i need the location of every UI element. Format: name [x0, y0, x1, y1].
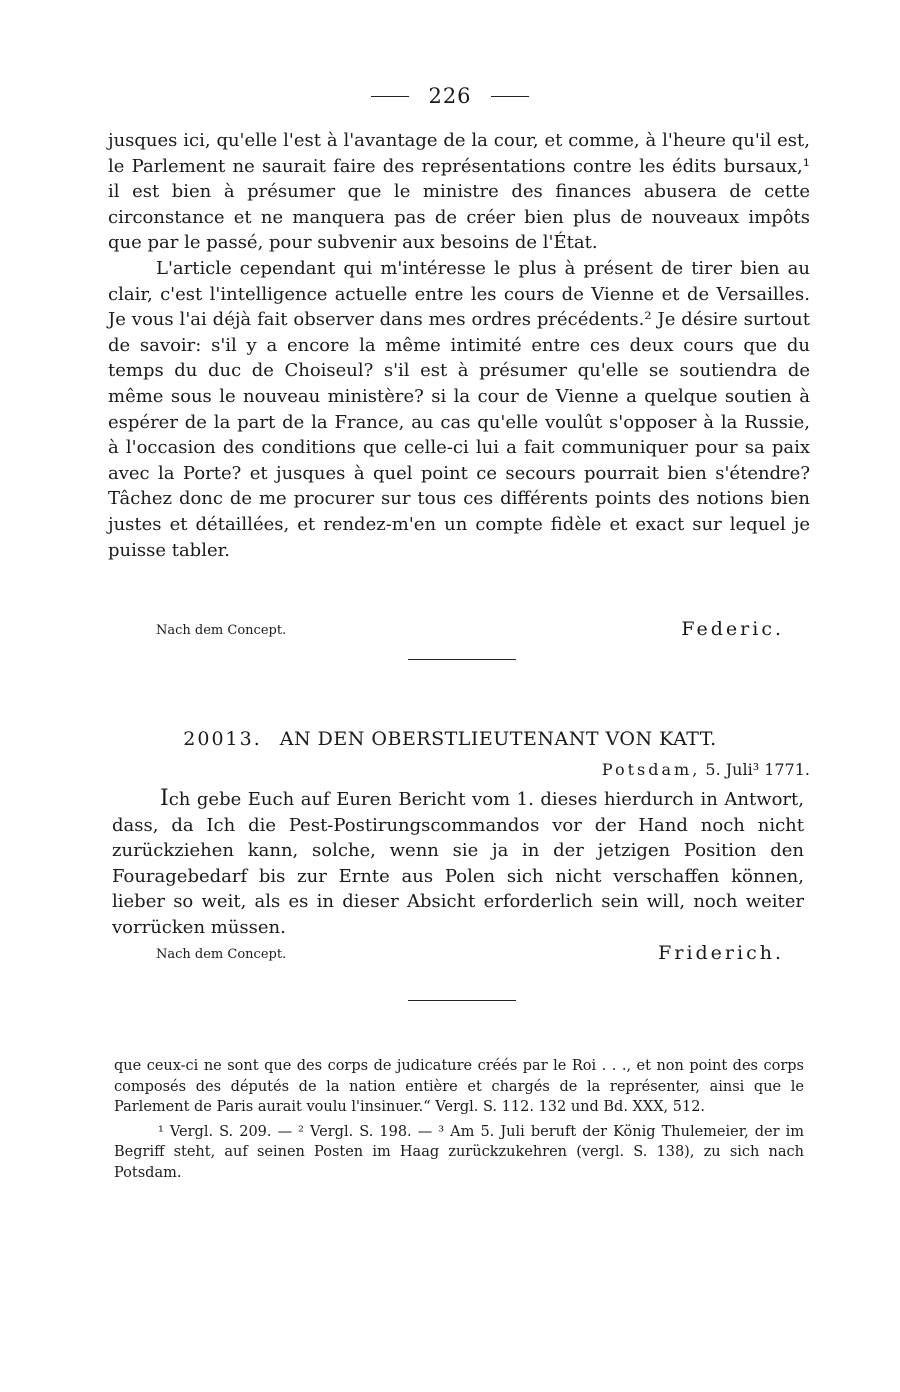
- dateline: [602, 760, 810, 779]
- footnote-continued: que ceux-ci ne sont que des corps de judicature créés par le Roi . . ., et non point des corps composés des députés de la nation entière et chargés de la représenter, ainsi que le Parlement de Paris aurait voulu l'insinuer.“ Vergl. S. 112. 132 und Bd. XXX, 512.: [114, 1058, 804, 1115]
- footnote-divider: [408, 1000, 516, 1001]
- letter-heading: [0, 728, 900, 750]
- continued-letter-text: [108, 128, 810, 563]
- page-header: [0, 84, 900, 108]
- header-rule-right: [491, 96, 529, 97]
- source-note: Nach dem Concept.: [156, 623, 287, 638]
- letter-title: AN DEN OBERSTLIEUTENANT VON KATT.: [279, 728, 717, 750]
- signature: Friderich.: [658, 942, 784, 964]
- dateline-date: 5. Juli³ 1771.: [705, 760, 810, 779]
- header-rule-left: [371, 96, 409, 97]
- signature: Federic.: [681, 618, 784, 640]
- page-number: 226: [428, 84, 472, 108]
- paragraph-1: jusques ici, qu'elle l'est à l'avantage de la cour, et comme, à l'heure qu'il est, le Parlement ne saurait faire des représentations contre les édits bursaux,¹ il est bien à présumer que le ministre des finances abusera de cette circonstance et ne manquera pas de créer bien plus de nouveaux impôts que par le passé, pour subvenir aux besoins de l'État.: [108, 130, 810, 254]
- letter-body: [112, 786, 804, 941]
- continued-letter-signature-row: [108, 612, 784, 642]
- paragraph-2: L'article cependant qui m'intéresse le plus à présent de tirer bien au clair, c'est l'intelligence actuelle entre les cours de Vienne et de Versailles. Je vous l'ai déjà fait observer dans mes ordres précédents.² Je désire surtout de savoir: s'il y a encore la même intimité entre ces deux cours que du temps du duc de Choiseul? s'il est à présumer qu'elle se soutiendra de même sous le nouveau ministère? si la cour de Vienne a quelque soutien à espérer de la part de la France, au cas qu'elle voulût s'opposer à la Russie, à l'occasion des conditions que celle-ci lui a fait communiquer pour sa paix avec la Porte? et jusques à quel point ce secours pourrait bien s'étendre? Tâchez donc de me procurer sur tous ces différents points des notions bien justes et détaillées, et rendez-m'en un compte fidèle et exact sur lequel je puisse tabler.: [108, 257, 810, 561]
- letter-paragraph: [112, 786, 804, 941]
- letter-number: 20013.: [183, 728, 262, 750]
- footnote-list: ¹ Vergl. S. 209. — ² Vergl. S. 198. — ³ Am 5. Juli beruft der König Thulemeier, der im Begriff steht, auf seinen Posten im Haag zurückzukehren (vergl. S. 138), zu sich nach Potsdam.: [114, 1123, 804, 1181]
- section-divider: [408, 659, 516, 660]
- footnotes: [114, 1056, 804, 1183]
- dateline-place: Potsdam,: [601, 760, 701, 779]
- letter-signature-row: [108, 936, 784, 966]
- initial-letter: I: [160, 786, 169, 811]
- source-note: Nach dem Concept.: [156, 947, 287, 962]
- letter-text: ch gebe Euch auf Euren Bericht vom 1. dieses hierdurch in Antwort, dass, da Ich die Pest-Postirungscommandos vor der Hand noch nicht zurückziehen kann, solche, wenn sie ja in der jetzigen Position den Fouragebedarf bis zur Ernte aus Polen sich nicht verschaffen können, lieber so weit, als es in dieser Absicht erforderlich sein will, noch weiter vorrücken müssen.: [112, 789, 804, 938]
